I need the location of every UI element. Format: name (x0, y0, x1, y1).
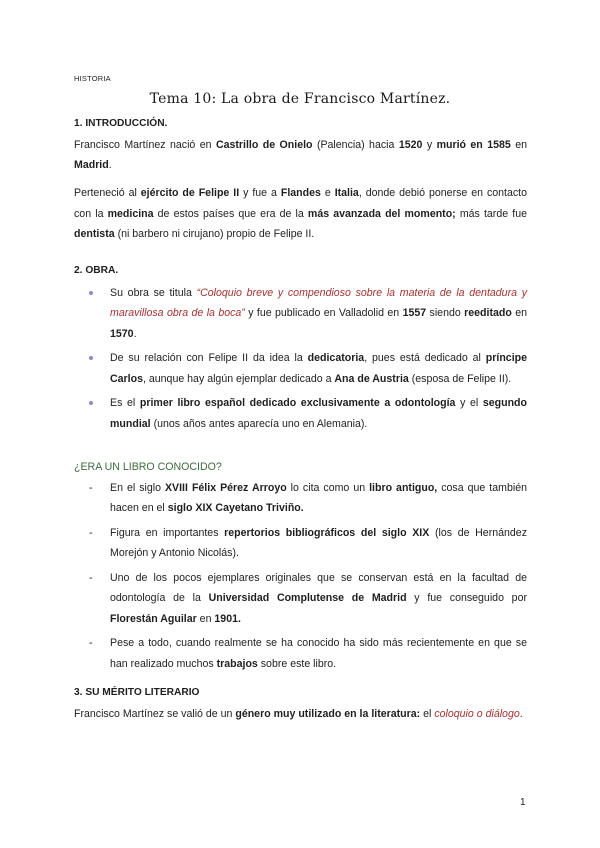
paragraph: Francisco Martínez nació en Castrillo de Onielo (Palencia) hacia 1520 y murió en 1585 en Madrid. (74, 138, 527, 171)
list-item: De su relación con Felipe II da idea la dedicatoria, pues está dedicado al príncipe Carlos, aunque hay algún ejemplar dedicado a Ana de Austria (esposa de Felipe II). (74, 348, 527, 389)
section-introduccion (74, 114, 527, 176)
list-item: - Figura en importantes repertorios bibliográficos del siglo XIX (los de Hernández Morejón y Antonio Nicolás). (74, 523, 527, 564)
section-conocido (74, 457, 527, 678)
bullet-icon (89, 291, 93, 295)
dash-bullet: - (89, 571, 93, 584)
dash-bullet: - (89, 481, 93, 494)
section-heading: 3. SU MÉRITO LITERARIO (74, 687, 200, 698)
list-item: Su obra se titula “Coloquio breve y compendioso sobre la materia de la dentadura y maravillosa obra de la boca” y fue publicado en Valladolid en 1557 siendo reeditado en 1570. (74, 283, 527, 345)
bullet-icon (89, 356, 93, 360)
section-merito (74, 683, 527, 724)
page-number: 1 (520, 797, 526, 808)
section-heading: 1. INTRODUCCIÓN. (74, 118, 168, 129)
list-item: - En el siglo XVIII Félix Pérez Arroyo lo cita como un libro antiguo, cosa que también hacen en el siglo XIX Cayetano Triviño. (74, 478, 527, 519)
paragraph: Perteneció al ejército de Felipe II y fue a Flandes e Italia, donde debió ponerse en contacto con la medicina de estos países que era de la más avanzada del momento; más tarde fue dentista (ni barbero ni cirujano) propio de Felipe II. (74, 187, 527, 240)
section-heading: ¿ERA UN LIBRO CONOCIDO? (74, 461, 222, 473)
page-title: Tema 10: La obra de Francisco Martínez. (149, 91, 451, 107)
section-heading: 2. OBRA. (74, 265, 119, 276)
section-obra (74, 261, 527, 438)
list-item: Es el primer libro español dedicado exclusivamente a odontología y el segundo mundial (unos años antes aparecía uno en Alemania). (74, 393, 527, 434)
list-item: - Pese a todo, cuando realmente se ha conocido ha sido más recientemente en que se han realizado muchos trabajos sobre este libro. (74, 633, 527, 674)
dash-bullet: - (89, 526, 93, 539)
header-label: HISTORIA (74, 74, 111, 83)
paragraph: Francisco Martínez se valió de un género muy utilizado en la literatura: el coloquio o diálogo. (74, 707, 523, 720)
bullet-icon (89, 401, 93, 405)
list-item: - Uno de los pocos ejemplares originales que se conservan está en la facultad de odontología de la Universidad Complutense de Madrid y fue conseguido por Florestán Aguilar en 1901. (74, 568, 527, 630)
dash-bullet: - (89, 637, 93, 649)
